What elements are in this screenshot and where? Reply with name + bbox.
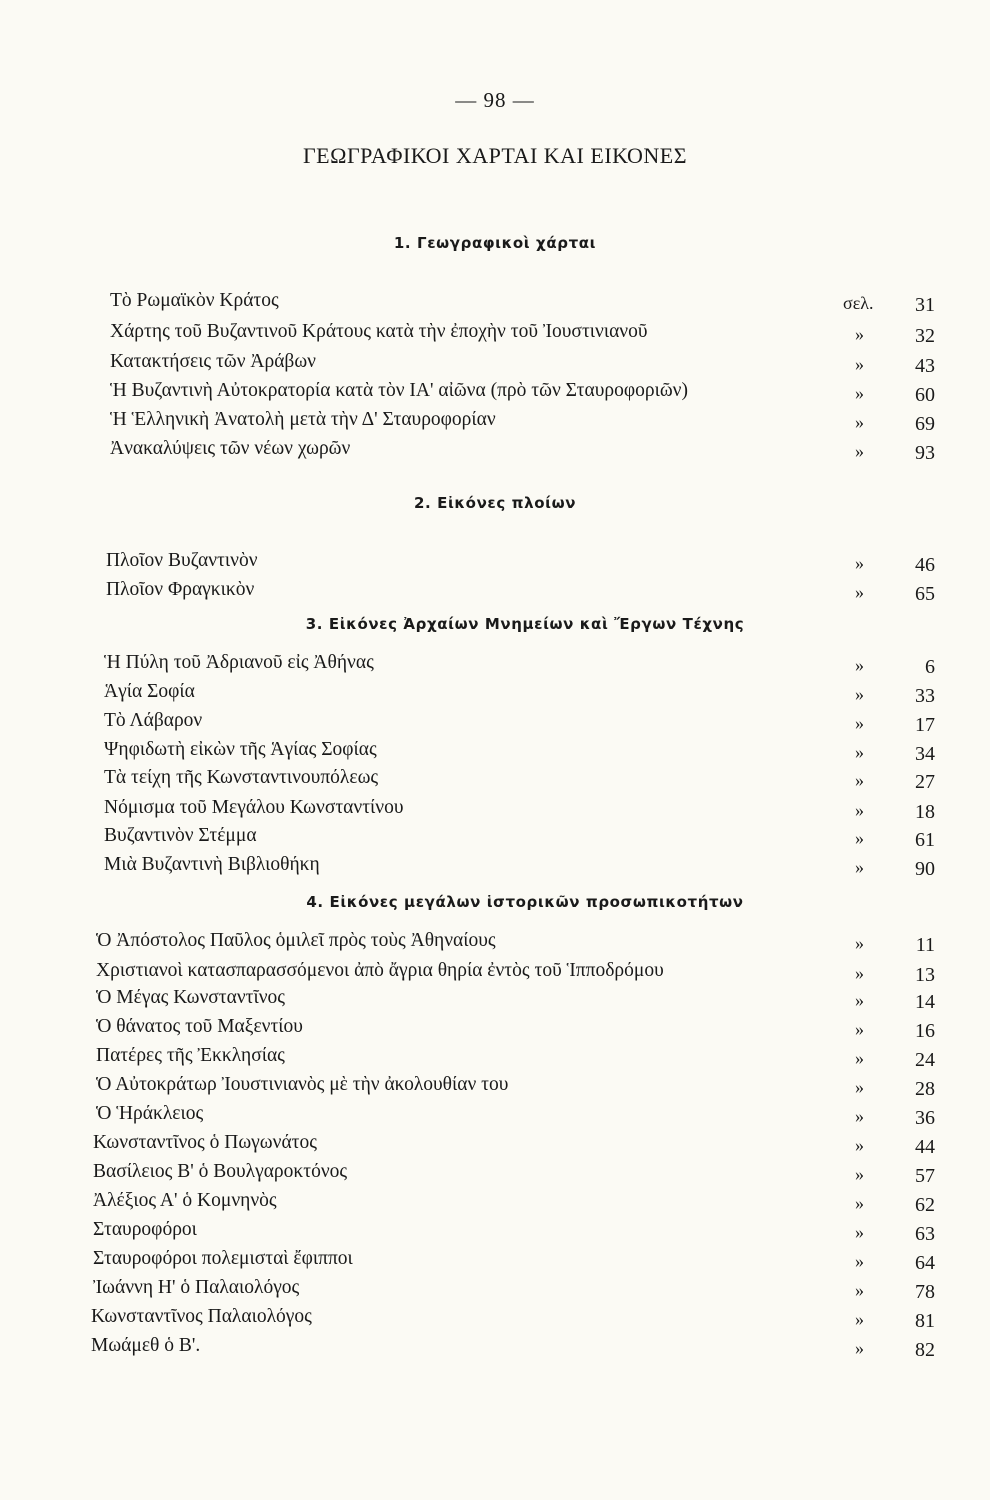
entry-title: Ἰωάννη Η' ὁ Παλαιολόγος <box>93 1277 300 1298</box>
entry-ditto-mark: » <box>855 383 864 403</box>
list-item <box>0 852 990 880</box>
entry-ditto-mark: » <box>855 1164 864 1184</box>
entry-title: Κωνσταντῖνος Παλαιολόγος <box>91 1306 312 1327</box>
entry-page-number: 90 <box>915 858 935 880</box>
entry-title: Τὸ Ρωμαϊκὸν Κράτος <box>110 290 279 311</box>
entry-page-number: 44 <box>915 1136 935 1158</box>
entry-page-number: 64 <box>915 1252 935 1274</box>
entry-title: Χριστιανοὶ κατασπαρασσόμενοι ἀπὸ ἄγρια θηρία ἐντὸς τοῦ Ἱπποδρόμου <box>96 960 664 981</box>
entry-page-number: 31 <box>915 294 935 316</box>
entry-ditto-mark: » <box>855 1309 864 1329</box>
entry-ditto-mark: » <box>855 933 864 953</box>
list-item <box>0 928 990 956</box>
list-item <box>0 823 990 851</box>
section-heading-monuments: 3. Εἰκόνες Ἀρχαίων Μνημείων καὶ Ἔργων Τέχνης <box>305 615 745 633</box>
list-item <box>0 1130 990 1158</box>
entry-ditto-mark: » <box>855 1193 864 1213</box>
entry-ditto-mark: » <box>855 324 864 344</box>
entry-title: Πλοῖον Βυζαντινὸν <box>106 550 258 571</box>
entry-title: Νόμισμα τοῦ Μεγάλου Κωνσταντίνου <box>104 797 404 818</box>
entry-page-number: 34 <box>915 743 935 765</box>
list-item <box>0 708 990 736</box>
entry-ditto-mark: » <box>855 1338 864 1358</box>
entry-ditto-mark: » <box>855 1077 864 1097</box>
section-heading-maps: 1. Γεωγραφικοὶ χάρται <box>393 234 597 252</box>
entry-ditto-mark: » <box>855 1135 864 1155</box>
list-item <box>0 1188 990 1216</box>
entry-title: Ἡ Πύλη τοῦ Ἀδριανοῦ εἰς Ἀθήνας <box>104 652 374 673</box>
entry-ditto-mark: » <box>855 1106 864 1126</box>
entry-page-number: 6 <box>925 656 935 678</box>
entry-title: Κωνσταντῖνος ὁ Πωγωνάτος <box>93 1132 317 1153</box>
entry-title: Ἀλέξιος Α' ὁ Κομνηνὸς <box>93 1190 277 1211</box>
section-heading-personalities: 4. Εἰκόνες μεγάλων ἱστορικῶν προσωπικοτήτων <box>306 893 744 911</box>
list-item <box>0 407 990 435</box>
entry-ditto-mark: » <box>855 857 864 877</box>
entry-ditto-mark: » <box>855 354 864 374</box>
entry-title: Ἡ Ἑλληνικὴ Ἀνατολὴ μετὰ τὴν Δ' Σταυροφορίαν <box>110 409 496 430</box>
list-item <box>0 1072 990 1100</box>
entry-title: Κατακτήσεις τῶν Ἀράβων <box>110 351 316 372</box>
list-item <box>0 795 990 823</box>
entry-page-label: σελ. <box>843 293 874 313</box>
list-item <box>0 1043 990 1071</box>
entry-ditto-mark: » <box>855 1251 864 1271</box>
entry-ditto-mark: » <box>855 582 864 602</box>
entry-page-number: 57 <box>915 1165 935 1187</box>
entry-page-number: 33 <box>915 685 935 707</box>
entry-page-number: 17 <box>915 714 935 736</box>
entry-title: Ἀνακαλύψεις τῶν νέων χωρῶν <box>110 438 351 459</box>
list-item <box>0 1014 990 1042</box>
entry-title: Ὁ Αὐτοκράτωρ Ἰουστινιανὸς μὲ τὴν ἀκολουθίαν του <box>96 1074 509 1095</box>
list-item <box>0 679 990 707</box>
entry-title: Ὁ θάνατος τοῦ Μαξεντίου <box>96 1016 303 1037</box>
entry-page-number: 60 <box>915 384 935 406</box>
entry-page-number: 81 <box>915 1310 935 1332</box>
entry-page-number: 78 <box>915 1281 935 1303</box>
entry-title: Σταυροφόροι πολεμισταὶ ἔφιπποι <box>93 1248 353 1269</box>
entry-title: Ψηφιδωτὴ εἰκὼν τῆς Ἁγίας Σοφίας <box>104 739 377 760</box>
entry-ditto-mark: » <box>855 1048 864 1068</box>
list-item <box>0 1159 990 1187</box>
entry-title: Ἡ Βυζαντινὴ Αὐτοκρατορία κατὰ τὸν ΙΑ' αἰῶνα (πρὸ τῶν Σταυροφοριῶν) <box>110 380 688 401</box>
entry-page-number: 11 <box>915 934 935 956</box>
entry-title: Ὁ Ἡράκλειος <box>96 1103 204 1124</box>
entry-title: Τὸ Λάβαρον <box>104 710 203 731</box>
entry-ditto-mark: » <box>855 441 864 461</box>
list-item <box>0 319 990 347</box>
list-item <box>0 650 990 678</box>
entry-page-number: 69 <box>915 413 935 435</box>
entry-title: Βασίλειος Β' ὁ Βουλγαροκτόνος <box>93 1161 348 1182</box>
entry-ditto-mark: » <box>855 770 864 790</box>
entry-ditto-mark: » <box>855 828 864 848</box>
entry-page-number: 14 <box>915 991 935 1013</box>
entry-title: Μωάμεθ ὁ Β'. <box>91 1335 201 1356</box>
entry-title: Βυζαντινὸν Στέμμα <box>104 825 257 846</box>
entry-title: Σταυροφόροι <box>93 1219 197 1240</box>
list-item <box>0 985 990 1013</box>
list-item <box>0 349 990 377</box>
list-item <box>0 1333 990 1361</box>
entry-page-number: 93 <box>915 442 935 464</box>
list-item <box>0 1217 990 1245</box>
entry-page-number: 27 <box>915 771 935 793</box>
entry-page-number: 61 <box>915 829 935 851</box>
entry-page-number: 46 <box>915 554 935 576</box>
entry-ditto-mark: » <box>855 412 864 432</box>
entry-title: Ὁ Ἀπόστολος Παῦλος ὁμιλεῖ πρὸς τοὺς Ἀθηναίους <box>96 930 496 951</box>
entry-ditto-mark: » <box>855 800 864 820</box>
list-item <box>0 577 990 605</box>
entry-title: Μιὰ Βυζαντινὴ Βιβλιοθήκη <box>104 854 320 875</box>
entry-page-number: 16 <box>915 1020 935 1042</box>
list-item <box>0 958 990 986</box>
entry-page-number: 36 <box>915 1107 935 1129</box>
entry-ditto-mark: » <box>855 655 864 675</box>
section-heading-ships: 2. Εἰκόνες πλοίων <box>413 494 577 512</box>
entry-page-number: 65 <box>915 583 935 605</box>
entry-page-number: 28 <box>915 1078 935 1100</box>
entry-ditto-mark: » <box>855 990 864 1010</box>
entry-page-number: 43 <box>915 355 935 377</box>
list-item <box>0 436 990 464</box>
list-item <box>0 1101 990 1129</box>
list-item <box>0 1246 990 1274</box>
entry-page-number: 18 <box>915 801 935 823</box>
entry-title: Πατέρες τῆς Ἐκκλησίας <box>96 1045 285 1066</box>
entry-page-number: 32 <box>915 325 935 347</box>
entry-title: Πλοῖον Φραγκικὸν <box>106 579 255 600</box>
entry-title: Χάρτης τοῦ Βυζαντινοῦ Κράτους κατὰ τὴν ἐποχὴν τοῦ Ἰουστινιανοῦ <box>110 321 648 342</box>
entry-ditto-mark: » <box>855 1280 864 1300</box>
entry-page-number: 63 <box>915 1223 935 1245</box>
list-item <box>0 288 990 316</box>
entry-page-number: 62 <box>915 1194 935 1216</box>
entry-page-number: 24 <box>915 1049 935 1071</box>
entry-ditto-mark: » <box>855 1222 864 1242</box>
entry-ditto-mark: » <box>855 1019 864 1039</box>
entry-ditto-mark: » <box>855 684 864 704</box>
list-item <box>0 1304 990 1332</box>
list-item <box>0 737 990 765</box>
entry-page-number: 13 <box>915 964 935 986</box>
page-title: ΓΕΩΓΡΑΦΙΚΟΙ ΧΑΡΤΑΙ ΚΑΙ ΕΙΚΟΝΕΣ <box>302 143 688 168</box>
page-number: — 98 — <box>455 88 535 112</box>
list-item <box>0 548 990 576</box>
entry-ditto-mark: » <box>855 713 864 733</box>
entry-ditto-mark: » <box>855 963 864 983</box>
entry-page-number: 82 <box>915 1339 935 1361</box>
entry-ditto-mark: » <box>855 553 864 573</box>
entry-title: Ὁ Μέγας Κωνσταντῖνος <box>96 987 286 1008</box>
list-item <box>0 378 990 406</box>
entry-ditto-mark: » <box>855 742 864 762</box>
list-item <box>0 765 990 793</box>
entry-title: Τὰ τείχη τῆς Κωνσταντινουπόλεως <box>104 767 379 788</box>
list-item <box>0 1275 990 1303</box>
entry-title: Ἁγία Σοφία <box>104 681 195 702</box>
